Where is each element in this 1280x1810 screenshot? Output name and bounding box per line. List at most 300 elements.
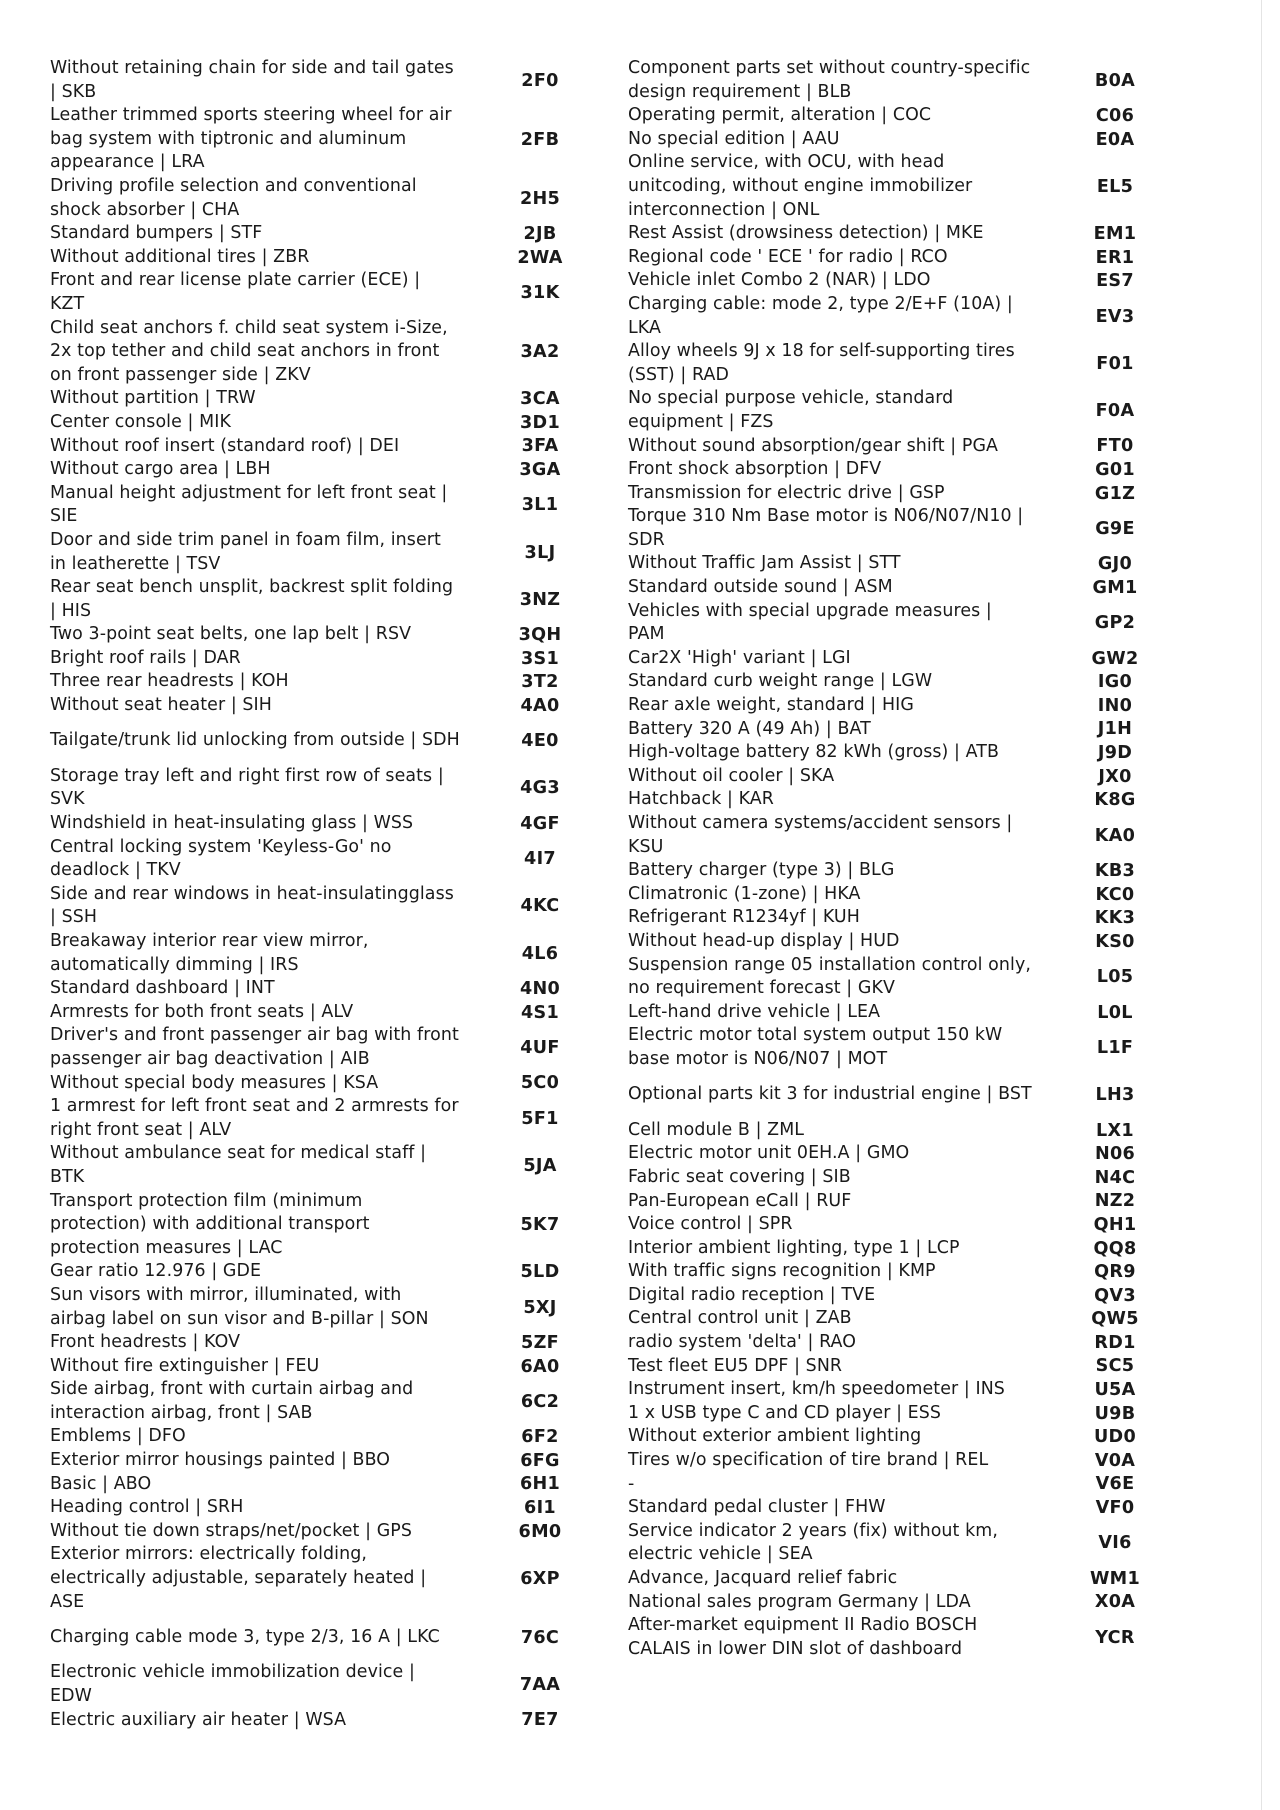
option-description: Alloy wheels 9J x 18 for self-supporting tires (SST) | RAD (628, 341, 1015, 385)
option-description: Vehicles with special upgrade measures | PAM (628, 600, 992, 645)
option-description: Rear axle weight, standard | HIG (628, 695, 914, 716)
option-code: 6H1 (519, 1474, 561, 1495)
option-row (628, 435, 1196, 459)
option-row (50, 1190, 620, 1261)
option-code: 4G3 (520, 778, 560, 799)
option-row (628, 1425, 1196, 1449)
option-code: V6E (1095, 1474, 1135, 1495)
option-description: Left-hand drive vehicle | LEA (628, 1001, 881, 1022)
option-row (628, 1237, 1196, 1261)
option-row (628, 1355, 1196, 1379)
option-row (628, 576, 1196, 600)
option-code: NZ2 (1094, 1191, 1136, 1212)
option-code: 2WA (517, 247, 563, 268)
option-code: 3L1 (521, 495, 559, 516)
option-row (50, 1024, 620, 1071)
option-description: Sun visors with mirror, illuminated, with airbag label on sun visor and B-pillar | SON (50, 1284, 429, 1329)
option-row (50, 1473, 620, 1497)
option-code: 4UF (520, 1037, 560, 1058)
option-row (628, 1190, 1196, 1214)
option-description: Front and rear license plate carrier (ECE) | KZT (50, 270, 421, 314)
option-row (628, 1119, 1196, 1143)
option-row (50, 1661, 620, 1708)
option-description: Central control unit | ZAB (628, 1308, 852, 1329)
option-code: QR9 (1094, 1262, 1136, 1283)
option-description: Component parts set without country-specific design requirement | BLB (628, 58, 1031, 102)
option-description: With traffic signs recognition | KMP (628, 1261, 936, 1282)
option-code: 3NZ (519, 589, 561, 610)
option-description: Tailgate/trunk lid unlocking from outside | SDH (50, 730, 460, 751)
option-code: GP2 (1094, 613, 1136, 634)
option-row (628, 930, 1196, 954)
option-description: Without cargo area | LBH (50, 459, 271, 480)
option-code: L1F (1096, 1037, 1134, 1058)
option-row (50, 812, 620, 836)
option-row (628, 246, 1196, 270)
option-code: 4E0 (521, 731, 559, 752)
left-column (50, 57, 620, 1732)
option-row (628, 1473, 1196, 1497)
option-description: Without tie down straps/net/pocket | GPS (50, 1520, 412, 1541)
option-row (628, 1496, 1196, 1520)
option-code: JX0 (1098, 766, 1132, 787)
option-row (50, 883, 620, 930)
option-code: G9E (1095, 518, 1135, 539)
option-row (50, 1378, 620, 1425)
option-code: 7E7 (521, 1710, 559, 1731)
option-row (628, 883, 1196, 907)
option-code: 3A2 (520, 341, 560, 362)
option-description: Climatronic (1-zone) | HKA (628, 883, 861, 904)
option-row (628, 859, 1196, 883)
option-code: 3QH (518, 625, 562, 646)
option-code: L0L (1097, 1002, 1133, 1023)
option-code: WM1 (1089, 1568, 1141, 1589)
option-row (50, 1095, 620, 1142)
option-row (628, 1402, 1196, 1426)
option-row (50, 836, 620, 883)
option-row (50, 387, 620, 411)
option-description: Front headrests | KOV (50, 1332, 241, 1353)
option-code: 6A0 (520, 1356, 560, 1377)
option-code: 2F0 (521, 70, 559, 91)
option-row (628, 1307, 1196, 1331)
option-code: 4N0 (519, 978, 561, 999)
option-code: ES7 (1096, 271, 1134, 292)
option-code: QH1 (1093, 1214, 1137, 1235)
option-code: 4GF (520, 813, 560, 834)
option-row (50, 435, 620, 459)
option-code: 5K7 (520, 1214, 560, 1235)
option-row (50, 482, 620, 529)
option-description: Front shock absorption | DFV (628, 459, 882, 480)
option-description: Standard outside sound | ASM (628, 577, 893, 598)
option-code: 3FA (521, 436, 559, 457)
option-row (628, 741, 1196, 765)
option-description: Charging cable mode 3, type 2/3, 16 A | LKC (50, 1627, 440, 1648)
option-description: Side airbag, front with curtain airbag and interaction airbag, front | SAB (50, 1379, 414, 1423)
option-row (628, 1001, 1196, 1025)
option-code: J1H (1097, 719, 1133, 740)
option-code: KC0 (1095, 884, 1135, 905)
option-row (628, 128, 1196, 152)
option-code: C06 (1095, 105, 1135, 126)
option-description: Suspension range 05 installation control only, no requirement forecast | GKV (628, 954, 1031, 999)
option-row (50, 1355, 620, 1379)
option-code: QW5 (1091, 1309, 1139, 1330)
option-row (628, 387, 1196, 434)
option-row (628, 1284, 1196, 1308)
option-description: Central locking system 'Keyless-Go' no deadlock | TKV (50, 836, 392, 881)
option-row (628, 1024, 1196, 1071)
option-description: Electronic vehicle immobilization device | EDW (50, 1662, 415, 1707)
option-code: LH3 (1095, 1085, 1135, 1106)
option-description: Pan-European eCall | RUF (628, 1190, 852, 1211)
option-row (50, 1260, 620, 1284)
option-description: Bright roof rails | DAR (50, 647, 241, 668)
option-description: Charging cable: mode 2, type 2/E+F (10A) | LKA (628, 293, 1013, 338)
option-row (628, 57, 1196, 104)
option-code: VI6 (1098, 1533, 1132, 1554)
option-row (50, 1284, 620, 1331)
option-description: Vehicle inlet Combo 2 (NAR) | LDO (628, 270, 931, 291)
option-description: Optional parts kit 3 for industrial engine | BST (628, 1084, 1032, 1105)
option-code: U5A (1094, 1380, 1136, 1401)
option-code: VF0 (1095, 1498, 1135, 1519)
option-code: 5C0 (520, 1073, 560, 1094)
option-code: 6I1 (524, 1498, 556, 1519)
option-code: 2FB (520, 129, 560, 150)
option-description: Operating permit, alteration | COC (628, 105, 932, 126)
option-code: UD0 (1093, 1427, 1137, 1448)
option-row (628, 222, 1196, 246)
option-code: GM1 (1092, 577, 1138, 598)
option-description: Hatchback | KAR (628, 789, 774, 810)
option-code: 3LJ (524, 542, 556, 563)
option-code: G1Z (1094, 483, 1136, 504)
option-code: 3D1 (520, 412, 560, 433)
option-row (628, 1213, 1196, 1237)
option-description: Cell module B | ZML (628, 1119, 805, 1140)
option-description: High-voltage battery 82 kWh (gross) | ATB (628, 742, 1000, 763)
option-description: Without Traffic Jam Assist | STT (628, 553, 901, 574)
option-code: N06 (1094, 1144, 1136, 1165)
option-row (628, 505, 1196, 552)
option-code: 2H5 (519, 188, 561, 209)
option-code: 5LD (520, 1262, 560, 1283)
option-row (50, 576, 620, 623)
option-row (628, 647, 1196, 671)
option-row (50, 1496, 620, 1520)
option-description: Tires w/o specification of tire brand | REL (628, 1450, 989, 1471)
option-code: 3S1 (520, 648, 560, 669)
option-row (50, 1520, 620, 1544)
option-code: X0A (1094, 1592, 1136, 1613)
option-code: KB3 (1094, 861, 1136, 881)
option-code: EM1 (1093, 223, 1137, 244)
option-description: radio system 'delta' | RAO (628, 1332, 857, 1353)
option-code: SC5 (1095, 1356, 1135, 1377)
option-code: 6M0 (518, 1521, 562, 1542)
option-description: Electric motor total system output 150 kW base motor is N06/N07 | MOT (628, 1025, 1003, 1069)
option-description: Voice control | SPR (628, 1214, 793, 1235)
option-description: Standard curb weight range | LGW (628, 671, 933, 692)
option-code: 76C (520, 1627, 560, 1648)
option-row (50, 175, 620, 222)
option-description: Electric auxiliary air heater | WSA (50, 1709, 347, 1730)
option-code: 7AA (519, 1675, 561, 1696)
option-description: Test fleet EU5 DPF | SNR (628, 1355, 843, 1376)
option-row (628, 670, 1196, 694)
option-code: 4KC (520, 896, 560, 917)
option-row (628, 694, 1196, 718)
option-row (50, 930, 620, 977)
option-row (50, 765, 620, 812)
scan-edge-line (1261, 0, 1262, 1810)
option-description: Standard dashboard | INT (50, 978, 275, 999)
option-code: 5F1 (521, 1108, 559, 1129)
option-description: Rest Assist (drowsiness detection) | MKE (628, 223, 984, 244)
option-row (50, 1543, 620, 1614)
option-code: 31K (520, 282, 560, 303)
option-code: 4I7 (524, 849, 556, 870)
option-row (50, 1425, 620, 1449)
option-description: Two 3-point seat belts, one lap belt | RSV (50, 624, 412, 645)
option-row (628, 104, 1196, 128)
option-description: No special purpose vehicle, standard equipment | FZS (628, 388, 954, 432)
option-code: F01 (1096, 353, 1134, 374)
option-description: Without oil cooler | SKA (628, 765, 835, 786)
right-column (628, 57, 1196, 1661)
option-row (628, 1449, 1196, 1473)
option-description: Torque 310 Nm Base motor is N06/N07/N10 | SDR (628, 506, 1024, 550)
option-row (628, 1520, 1196, 1567)
option-code: U9B (1094, 1403, 1136, 1424)
option-row (628, 293, 1196, 340)
option-description: Without additional tires | ZBR (50, 246, 310, 267)
option-description: Rear seat bench unsplit, backrest split folding | HIS (50, 577, 454, 621)
option-row (628, 1072, 1196, 1119)
option-code: EL5 (1096, 176, 1134, 197)
option-code: 6XP (520, 1568, 560, 1589)
option-row (50, 317, 620, 388)
option-code: N4C (1094, 1167, 1136, 1188)
option-description: After-market equipment II Radio BOSCH CALAIS in lower DIN slot of dashboard (628, 1615, 978, 1659)
option-description: Service indicator 2 years (fix) without km, electric vehicle | SEA (628, 1520, 998, 1565)
option-code: EV3 (1095, 306, 1135, 327)
option-code: E0A (1095, 129, 1135, 150)
option-code: F0A (1095, 400, 1135, 421)
option-description: Three rear headrests | KOH (50, 671, 289, 692)
option-code: ER1 (1095, 247, 1135, 268)
option-description: Battery charger (type 3) | BLG (628, 860, 895, 881)
option-row (628, 151, 1196, 222)
option-description: Exterior mirror housings painted | BBO (50, 1450, 391, 1471)
option-code: KS0 (1095, 931, 1135, 952)
option-code: 3CA (520, 389, 560, 410)
option-row (50, 718, 620, 765)
option-code: GW2 (1091, 648, 1139, 669)
option-description: Without retaining chain for side and tail gates | SKB (50, 58, 454, 102)
option-description: - (628, 1473, 635, 1494)
option-description: Child seat anchors f. child seat system i-Size, 2x top tether and child seat anchors in front on front passenger side | ZKV (50, 317, 448, 385)
option-description: Without fire extinguisher | FEU (50, 1355, 320, 1376)
option-code: 6FG (520, 1450, 560, 1471)
option-row (628, 812, 1196, 859)
option-description: Without seat heater | SIH (50, 695, 272, 716)
option-description: National sales program Germany | LDA (628, 1591, 971, 1612)
option-row (50, 57, 620, 104)
option-description: Digital radio reception | TVE (628, 1284, 876, 1305)
option-row (628, 1331, 1196, 1355)
option-row (628, 1567, 1196, 1591)
option-row (50, 1142, 620, 1189)
option-code: V0A (1094, 1450, 1136, 1471)
option-code: 4L6 (521, 943, 559, 964)
option-description: Fabric seat covering | SIB (628, 1166, 851, 1187)
option-description: Advance, Jacquard relief fabric (628, 1568, 898, 1589)
option-code: GJ0 (1097, 554, 1133, 575)
option-row (628, 1166, 1196, 1190)
option-code: 4A0 (520, 695, 560, 716)
option-code: J9D (1097, 743, 1133, 764)
option-row (50, 104, 620, 175)
option-row (628, 1591, 1196, 1615)
option-description: Exterior mirrors: electrically folding, electrically adjustable, separately heated | ASE (50, 1544, 427, 1612)
option-code: KA0 (1094, 825, 1136, 846)
option-row (628, 269, 1196, 293)
option-description: Driver's and front passenger air bag with front passenger air bag deactivation | AIB (50, 1025, 459, 1069)
option-code: 5XJ (523, 1297, 557, 1318)
option-description: Side and rear windows in heat-insulatingglass | SSH (50, 883, 454, 928)
option-row (628, 906, 1196, 930)
option-description: Without partition | TRW (50, 388, 256, 409)
option-description: 1 x USB type C and CD player | ESS (628, 1402, 942, 1423)
option-code: 4S1 (520, 1002, 560, 1023)
option-description: Standard pedal cluster | FHW (628, 1497, 886, 1518)
option-description: Without camera systems/accident sensors | KSU (628, 813, 1013, 857)
option-row (50, 1001, 620, 1025)
option-row (50, 529, 620, 576)
option-row (628, 1378, 1196, 1402)
option-row (50, 269, 620, 316)
option-row (628, 340, 1196, 387)
option-row (50, 977, 620, 1001)
option-description: Online service, with OCU, with head unitcoding, without engine immobilizer interconnection | ONL (628, 152, 973, 220)
option-description: Without exterior ambient lighting (628, 1426, 922, 1447)
option-code: YCR (1095, 1627, 1135, 1648)
option-row (628, 482, 1196, 506)
option-row (50, 411, 620, 435)
option-description: Electric motor unit 0EH.A | GMO (628, 1143, 910, 1164)
option-description: Armrests for both front seats | ALV (50, 1001, 354, 1022)
option-row (50, 246, 620, 270)
option-code: K8G (1094, 790, 1136, 811)
option-code: 3T2 (521, 672, 559, 693)
option-row (50, 1072, 620, 1096)
option-row (628, 954, 1196, 1001)
option-code: RD1 (1094, 1332, 1136, 1353)
option-row (50, 222, 620, 246)
option-description: Storage tray left and right first row of seats | SVK (50, 765, 444, 810)
option-description: Without roof insert (standard roof) | DEI (50, 435, 400, 456)
option-row (50, 694, 620, 718)
option-code: KK3 (1094, 908, 1136, 929)
option-row (50, 1449, 620, 1473)
option-row (628, 458, 1196, 482)
option-row (628, 1614, 1196, 1661)
option-description: Without ambulance seat for medical staff | BTK (50, 1143, 427, 1187)
option-description: Regional code ' ECE ' for radio | RCO (628, 246, 948, 267)
option-code: G01 (1095, 459, 1135, 480)
option-description: Standard bumpers | STF (50, 223, 263, 244)
option-description: Basic | ABO (50, 1473, 152, 1494)
option-row (50, 623, 620, 647)
option-code: QV3 (1094, 1285, 1136, 1306)
option-code: FT0 (1096, 436, 1134, 457)
option-row (628, 765, 1196, 789)
option-code: B0A (1094, 70, 1136, 91)
option-code: 6C2 (520, 1391, 560, 1412)
option-description: Transmission for electric drive | GSP (628, 482, 945, 503)
option-description: Heading control | SRH (50, 1497, 244, 1518)
option-description: Car2X 'High' variant | LGI (628, 647, 851, 668)
option-description: 1 armrest for left front seat and 2 armrests for right front seat | ALV (50, 1096, 459, 1140)
option-row (50, 458, 620, 482)
option-description: Without head-up display | HUD (628, 930, 900, 951)
option-description: Leather trimmed sports steering wheel for air bag system with tiptronic and aluminum appearance | LRA (50, 105, 452, 173)
option-row (50, 1614, 620, 1661)
option-description: Breakaway interior rear view mirror, automatically dimming | IRS (50, 931, 369, 975)
option-code: LX1 (1096, 1120, 1134, 1141)
option-row (50, 647, 620, 671)
option-description: Center console | MIK (50, 411, 231, 432)
option-code: 6F2 (521, 1427, 559, 1448)
option-description: Interior ambient lighting, type 1 | LCP (628, 1237, 960, 1258)
option-code: IN0 (1097, 695, 1133, 716)
option-description: No special edition | AAU (628, 128, 840, 149)
option-row (628, 1142, 1196, 1166)
option-row (628, 1260, 1196, 1284)
option-code: 2JB (523, 223, 557, 244)
option-row (50, 1331, 620, 1355)
option-description: Windshield in heat-insulating glass | WSS (50, 813, 414, 834)
option-code: QQ8 (1093, 1238, 1137, 1259)
option-description: Driving profile selection and conventional shock absorber | CHA (50, 175, 417, 220)
option-row (628, 718, 1196, 742)
option-code: 5ZF (521, 1332, 559, 1353)
option-description: Door and side trim panel in foam film, insert in leatherette | TSV (50, 529, 441, 574)
option-description: Gear ratio 12.976 | GDE (50, 1261, 262, 1282)
option-description: Refrigerant R1234yf | KUH (628, 907, 860, 928)
option-row (50, 670, 620, 694)
option-code: L05 (1096, 967, 1134, 988)
option-description: Manual height adjustment for left front seat | SIE (50, 482, 448, 527)
option-code: 5JA (523, 1155, 557, 1176)
option-row (628, 552, 1196, 576)
option-description: Emblems | DFO (50, 1426, 186, 1447)
option-description: Without special body measures | KSA (50, 1072, 379, 1093)
option-description: Battery 320 A (49 Ah) | BAT (628, 718, 871, 739)
option-code: 3GA (519, 459, 561, 480)
option-description: Without sound absorption/gear shift | PGA (628, 435, 999, 456)
option-row (628, 600, 1196, 647)
option-description: Transport protection film (minimum protection) with additional transport protection measures | LAC (50, 1190, 370, 1258)
option-row (628, 788, 1196, 812)
option-row (50, 1709, 620, 1733)
option-code: IG0 (1097, 672, 1133, 693)
option-description: Instrument insert, km/h speedometer | INS (628, 1379, 1005, 1400)
